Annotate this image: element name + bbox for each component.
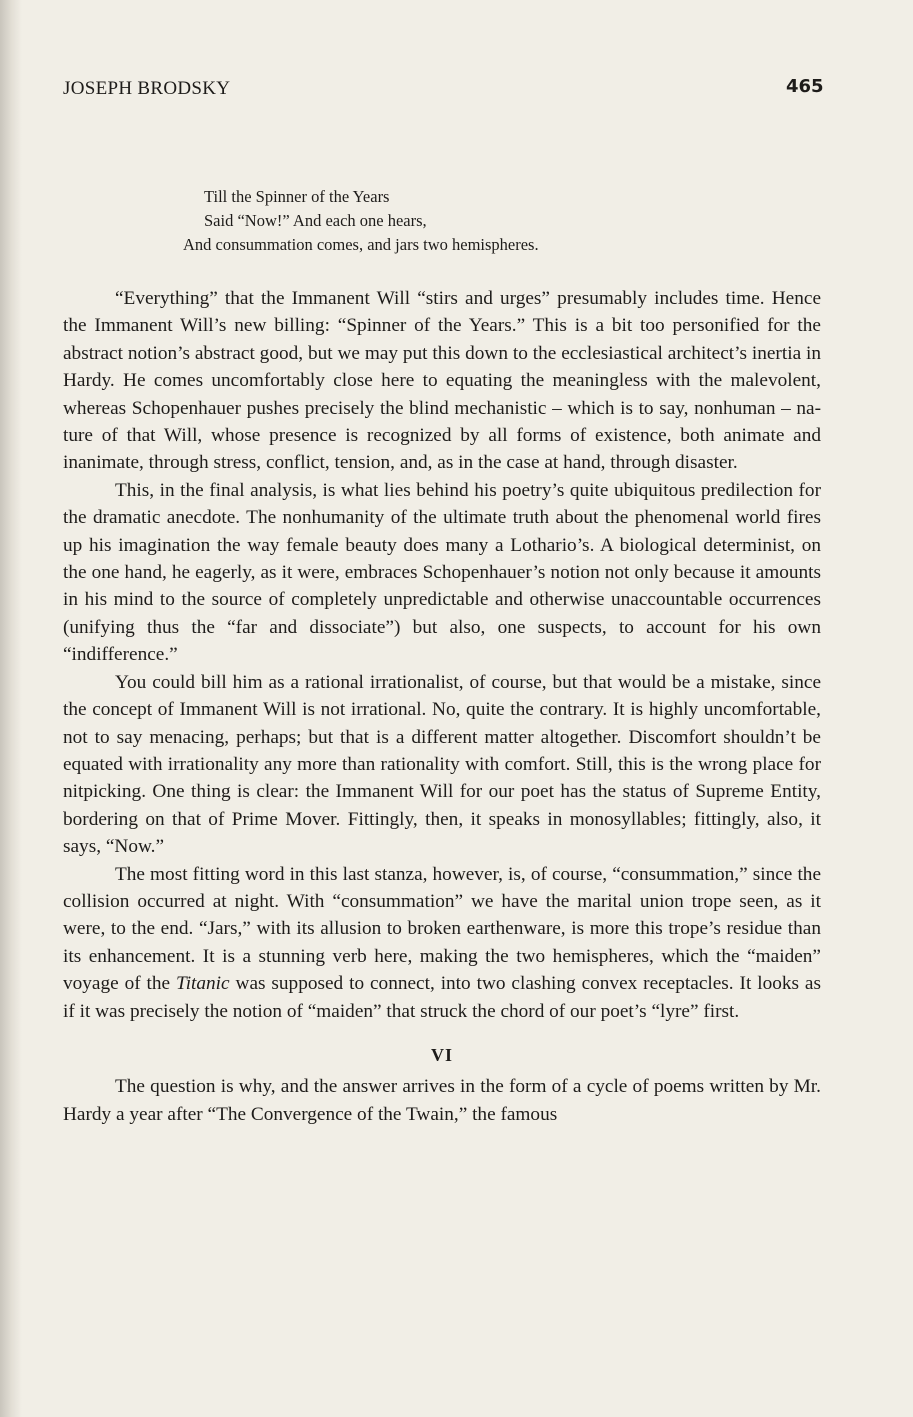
verse-line: Said “Now!” And each one hears, xyxy=(204,211,427,230)
verse-line: Till the Spinner of the Years xyxy=(204,187,390,206)
paragraph xyxy=(63,861,821,1025)
paragraph-text: was supposed to connect, into two clashing convex receptacles. It looks as if it was precisely the notion of “maiden” that struck the chord of our poet’s “lyre” first. xyxy=(63,973,821,1022)
paragraph: You could bill him as a rational irrationalist, of course, but that would be a mistake, since the concept of Immanent Will is not irrational. No, quite the contrary. It is highly uncomfortable, not to say menacing, perhaps; but that is a different matter altogether. Discomfort shouldn’t be equated with irrationality any more than rationality with comfort. Still, this is the wrong place for nitpicking. One thing is clear: the Immanent Will for our poet has the status of Supreme Entity, bordering on that of Prime Mover. Fittingly, then, it speaks in monosyllables; fittingly, also, it says, “Now.” xyxy=(63,671,821,858)
paragraph: “Everything” that the Immanent Will “stirs and urges” presumably includes time. Hence the Immanent Will’s new billing: “Spinner of the Years.” This is a bit too personified for the abstract notion’s abstract good, but we may put this down to the ecclesiastical architect’s inertia in Hardy. He comes uncomfortably close here to equating the meaningless with the malevolent, whereas Schopenhauer pushes precisely the blind mechanistic – which is to say, nonhuman – nature of that Will, whose presence is recognized by all forms of existence, both animate and inanimate, through stress, conflict, tension, and, as in the case at hand, through disaster. xyxy=(63,288,821,474)
paragraph-text: The most fitting word in this last stanza, however, is, of course, “consummation,” since the collision occurred at night. With “consummation” we have the marital union trope seen, as it were, to the end. “Jars,” with its allusion to broken earthenware, is more this trope’s residue than its enhancement. It is a stunning verb here, making the two hemispheres, which the “maiden” voyage of the xyxy=(63,863,821,995)
paragraph: The question is why, and the answer arrives in the form of a cycle of poems written by Mr. Hardy a year after “The Convergence of the Twain,” the famous xyxy=(63,1076,821,1125)
page-gutter-shadow xyxy=(0,0,22,1417)
verse-line: And consummation comes, and jars two hemispheres. xyxy=(183,235,539,254)
body-text xyxy=(63,285,821,1128)
paragraph: This, in the final analysis, is what lies behind his poetry’s quite ubiquitous predilection for the dramatic anecdote. The nonhumanity of the ultimate truth about the phenomenal world fires up his imagination the way female beauty does many a Lothario’s. A biological determinist, on the one hand, he eagerly, as it were, embraces Schopenhauer’s notion not only because it amounts in his mind to the source of completely unpredictable and otherwise unaccountable occurrences (unifying thus the “far and dissociate”) but also, one suspects, to account for his own “indifference.” xyxy=(63,479,821,666)
page-number: 465 xyxy=(786,76,824,97)
running-head-author: JOSEPH BRODSKY xyxy=(63,78,231,99)
section-heading: VI xyxy=(430,1044,453,1065)
ship-name-italic: Titanic xyxy=(176,973,230,995)
